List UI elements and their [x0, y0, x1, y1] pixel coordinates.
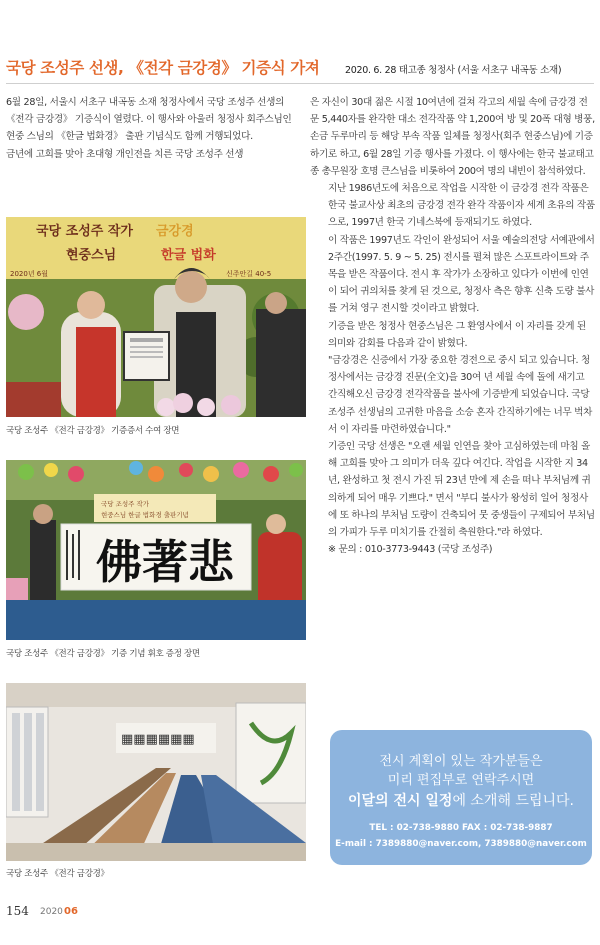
notice-line: 미리 편집부로 연락주시면 — [387, 773, 535, 788]
notice-line — [330, 790, 592, 810]
paragraph: 6월 28일, 서울시 서초구 내곡동 소재 청정사에서 국당 조성주 선생의 《전각 금강경》 기증식이 열렸다. 이 행사와 아울러 청정사 회주스님인 현중 스님의 《한글 법화경》 출판 기념식도 함께 거행되었다. — [6, 97, 292, 143]
photo-caption: 국당 조성주 《전각 금강경》 기증 기념 휘호 증정 장면 — [6, 649, 200, 659]
page-number: 154 — [6, 904, 29, 918]
svg-text:▦▦▦▦▦▦: ▦▦▦▦▦▦ — [121, 732, 195, 747]
article-left-column — [6, 94, 296, 163]
header-divider — [6, 83, 594, 84]
photo-calligraphy-presentation — [6, 460, 306, 640]
photo-seal-exhibition — [6, 683, 306, 861]
notice-line: 전시 계획이 있는 작가분들은 — [379, 754, 543, 769]
article-headline: 국당 조성주 선생, 《전각 금강경》 기증식 가져 — [6, 59, 320, 77]
issue-month: 06 — [64, 906, 78, 917]
banner-text: 현중스님 한글 법화경 출판기념 — [101, 511, 189, 519]
contact-note: ※ 문의 : 010-3773-9443 (국당 조성주) — [328, 544, 493, 556]
article-right-column — [310, 94, 595, 558]
exhibition-notice-box — [330, 730, 592, 865]
banner-text: 2020년 6월 — [10, 270, 49, 278]
photo-certificate-ceremony — [6, 217, 306, 417]
banner-text: 한글 법화 — [161, 248, 216, 263]
banner-text: 국당 조성주 작가 — [101, 500, 150, 508]
issue-year: 2020 — [40, 907, 63, 917]
calligraphy-work: 佛著悲 — [96, 535, 234, 589]
notice-contact-email: E-mail : 7389880@naver.com, 7389880@naver.com — [335, 839, 587, 849]
banner-text: 국당 조성주 작가 — [36, 224, 133, 239]
article-dateline: 2020. 6. 28 태고종 청정사 (서울 서초구 내곡동 소재) — [345, 65, 562, 76]
paragraph: 이 작품은 1997년도 각인이 완성되어 서울 예술의전당 서예관에서 2주간(1997. 5. 9 ~ 5. 25) 전시를 펼쳐 많은 스포트라이트와 주목을 받은 작품이다. 전시 후 작가가 소장하고 있다가 이번에 인연이 되어 귀의처를 찾게 된 것으로, 청정사 측은 향후 신축 도량 불사를 거쳐 영구 전시할 것이라고 밝혔다. — [328, 234, 595, 315]
paragraph: 기증인 국당 선생은 "오랜 세월 인연을 찾아 고심하였는데 마침 올해 고희를 맞아 그 의미가 더욱 깊다 여긴다. 작업을 시작한 지 34년, 완성하고 첫 전시 가진 뒤 23년 만에 제 손을 떠나 부처님께 귀의하게 되어 매우 기쁘다." 면서 "부디 불사가 왕성히 일어 청정사에 또 하나의 부처님 도량이 건축되어 뭇 중생들이 구제되어 부처님의 가피가 두루 미치기를 간절히 축원한다."라 하였다. — [328, 441, 595, 539]
paragraph: 기증을 받은 청정사 현중스님은 그 환영사에서 이 자리를 갖게 된 의미와 감회를 다음과 같이 밝혔다. — [328, 320, 586, 349]
notice-text: 에 소개해 드립니다. — [452, 793, 574, 809]
paragraph: 은 자신이 30대 젊은 시절 10여년에 걸쳐 각고의 세월 속에 금강경 전문 5,440자를 완각한 대소 전각작품 약 1,200여 방 및 20폭 대형 병풍, 손금 두루마리 등 해당 부속 작품 일체를 청정사(회주 현중스님)에 기증하기로 하고, 6월 28일 기증 행사를 가졌다. 이 행사에는 한국 불교태고종 총무원장 호명 큰스님을 비롯하여 200여 명의 내빈이 참석하였다. — [310, 97, 595, 177]
paragraph: 금년에 고희를 맞아 초대형 개인전을 치른 국당 조성주 선생 — [6, 148, 244, 160]
banner-text: 현중스님 — [66, 248, 117, 263]
photo-caption: 국당 조성주 《전각 금강경》 — [6, 869, 109, 879]
banner-text: 금강경 — [156, 224, 194, 239]
notice-contact-phone: TEL : 02-738-9880 FAX : 02-738-9887 — [369, 823, 553, 833]
banner-text: 신주안길 40-5 — [226, 270, 272, 278]
paragraph: 지난 1986년도에 처음으로 작업을 시작한 이 금강경 전각 작품은 한국 불교사상 최초의 금강경 전각 완각 작품이자 세계 초유의 작품으로, 1997년 한국 기네스북에 등재되기도 하였다. — [328, 183, 595, 229]
notice-highlight: 이달의 전시 일정 — [348, 793, 453, 809]
photo-caption: 국당 조성주 《전각 금강경》 기증증서 수여 장면 — [6, 426, 180, 436]
paragraph: "금강경은 신증에서 가장 중요한 경전으로 중시 되고 있습니다. 청정사에서는 금강경 진문(全文)을 30여 년 세월 속에 돌에 새기고 간직해오신 금강경 전각작품을 불사에 기증받게 되었습니다. 국당 조성주 선생님의 고귀한 마음을 소승 혼자 간직하기에는 너무 벅차서 이 자리를 마련하였습니다." — [328, 355, 593, 435]
